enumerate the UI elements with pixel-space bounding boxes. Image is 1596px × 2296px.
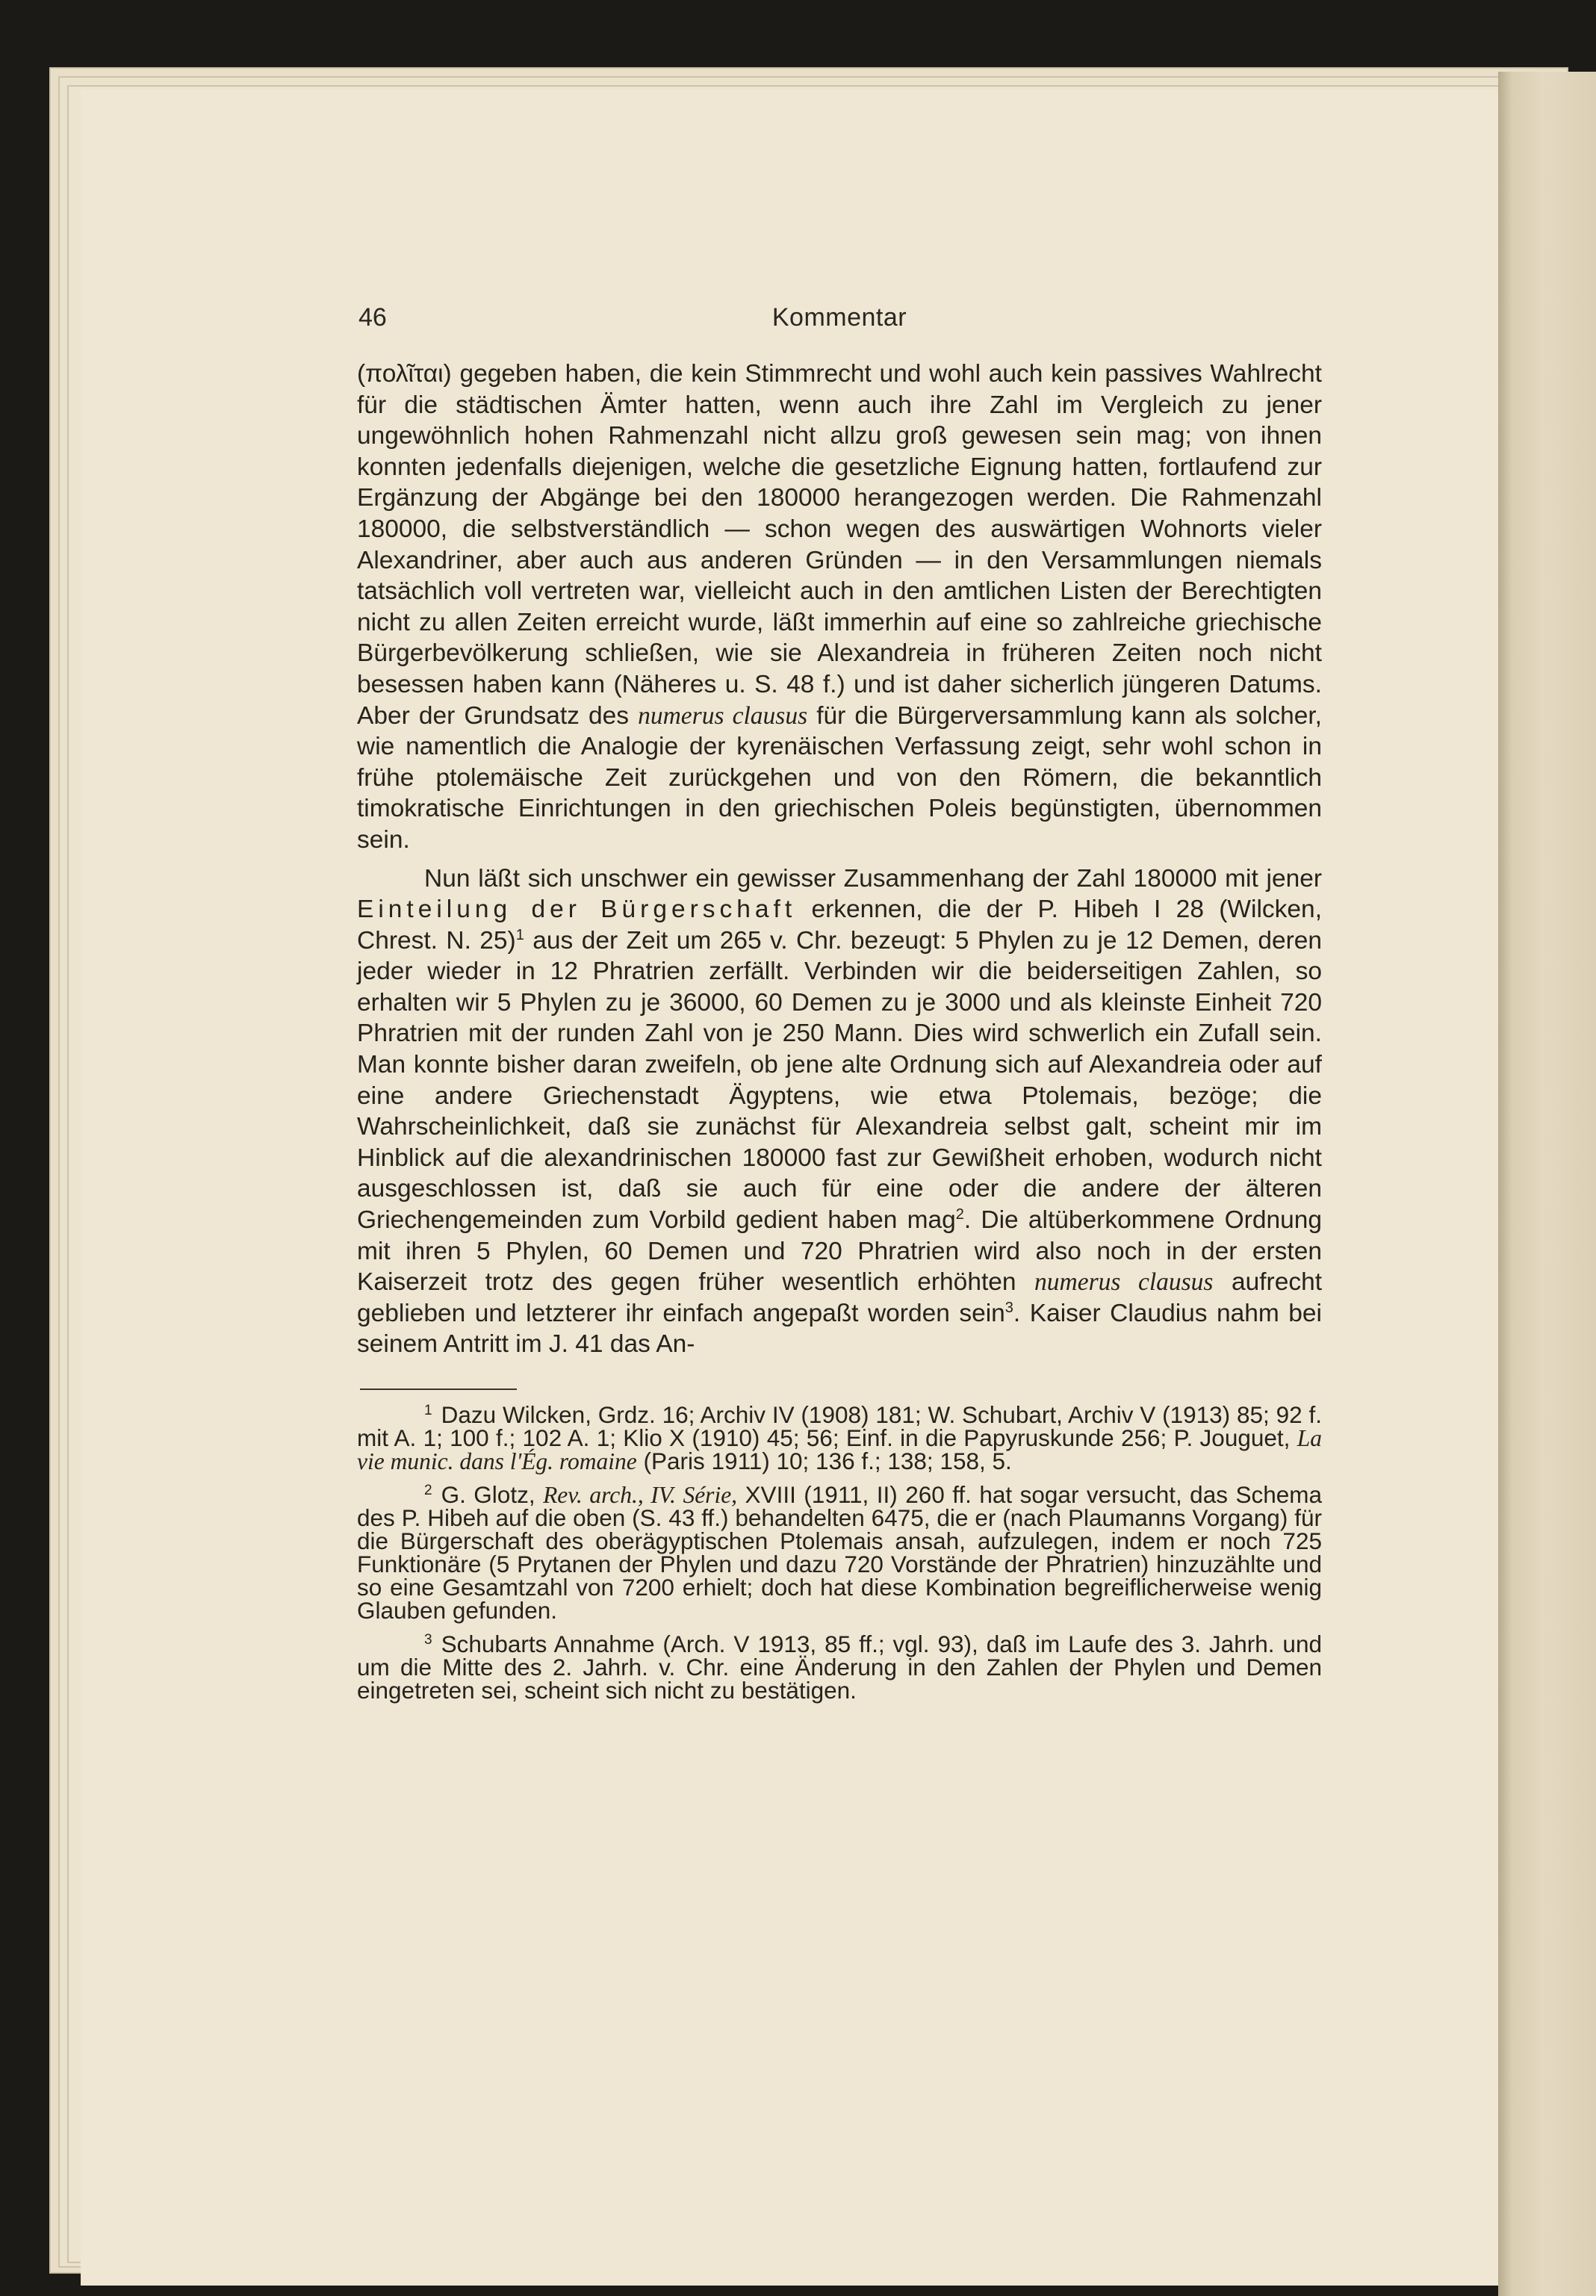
paragraph [357,359,1322,856]
footnote-mark: 2 [424,1482,432,1498]
text-run: (Paris 1911) 10; 136 f.; 138; 158, 5. [643,1448,1012,1474]
footnote-mark: 1 [424,1402,432,1418]
facing-page-edge [1498,72,1596,2296]
paragraph [357,863,1322,1361]
italic-title: Rev. arch., IV. Série, [543,1482,738,1508]
text-run: für die Bürgerversammlung kann als solcher, wie namentlich die Analogie der kyrenäischen Verfassung zeigt, sehr wohl schon in frühe ptolemäische Zeit zurückgehen und von den Römern, die bekanntlich timokratische Einrichtungen in den griechischen Poleis begünstigten, übernommen sein. [357,701,1322,854]
main-text [357,359,1322,1360]
footnote [357,1483,1322,1622]
text-run: XVIII (1911, II) 260 ff. hat sogar versucht, das Schema des P. Hibeh auf die oben (S. 43 ff.) behandelten 6475, die er (nach Plaumanns Vorgang) für die Bürgerschaft des oberägyptischen Ptolemais ansah, aufzulegen, indem er noch 725 Funktionäre (5 Prytanen der Phylen und dazu 720 Vorstände der Phratrien) hinzuzählte und so eine Gesamtzahl von 7200 erhielt; doch hat diese Kombination begreiflicherweise wenig Glauben gefunden. [357,1481,1322,1624]
page-content [357,297,1322,1713]
footnote-ref: 1 [515,926,524,943]
footnote [357,1403,1322,1473]
footnotes [357,1403,1322,1702]
text-run: aufrecht geblieben und letzterer ihr einfach angepaßt worden sein [357,1268,1323,1327]
text-run: . Kaiser Claudius nahm bei seinem Antritt im J. 41 das An- [357,1299,1323,1359]
footnote-divider [360,1389,517,1390]
running-title: Kommentar [771,303,907,332]
text-run: Nun läßt sich unschwer ein gewisser Zusammenhang der Zahl 180000 mit jener [424,864,1322,893]
text-run: . Die altüberkommene Ordnung mit ihren 5 Phylen, 60 Demen und 720 Phratrien wird also noch in der ersten Kaiserzeit trotz des gegen früher wesentlich erhöhten [357,1206,1322,1297]
text-run: (πολῖται) gegeben haben, die kein Stimmrecht und wohl auch kein passives Wahlrecht für die städtischen Ämter hatten, wenn auch ihre Zahl im Vergleich zu jener ungewöhnlich hohen Rahmenzahl nicht allzu groß gewesen sein mag; von ihnen konnten jedenfalls diejenigen, welche die gesetzliche Eignung hatten, fortlaufend zur Ergänzung der Abgänge bei den 180000 herangezogen werden. Die Rahmenzahl 180000, die selbstverständlich — schon wegen des auswärtigen Wohnorts vieler Alexandriner, aber auch aus anderen Gründen — in den Versammlungen niemals tatsächlich voll vertreten war, vielleicht auch in den amtlichen Listen der Berechtigten nicht zu allen Zeiten erreicht wurde, läßt immerhin auf eine so zahlreiche griechische Bürgerbevölkerung schließen, wie sie Alexandreia in früheren Zeiten noch nicht besessen haben kann (Näheres u. S. 48 f.) und ist daher sicherlich jüngeren Datums. Aber der Grundsatz des [357,360,1322,730]
text-run: aus der Zeit um 265 v. Chr. bezeugt: 5 Phylen zu je 12 Demen, deren jeder wieder in 12 Phratrien zerfällt. Verbinden wir die beiderseitigen Zahlen, so erhalten wir 5 Phylen zu je 36000, 60 Demen zu je 3000 und als kleinste Einheit 720 Phratrien mit der runden Zahl von je 250 Mann. Dies wird schwerlich ein Zufall sein. Man konnte bisher daran zweifeln, ob jene alte Ordnung sich auf Alexandreia oder auf eine andere Griechenstadt Ägyptens, wie etwa Ptolemais, bezöge; die Wahrscheinlichkeit, daß sie zunächst für Alexandreia selbst galt, scheint mir im Hinblick auf die alexandrinischen 180000 fast zur Gewißheit erhoben, wodurch nicht ausgeschlossen ist, daß sie auch für eine oder die andere der älteren Griechengemeinden zum Vorbild gedient haben mag [357,926,1323,1235]
footnote [357,1633,1322,1702]
text-run: Schubarts Annahme (Arch. V 1913, 85 ff.; vgl. 93), daß im Laufe des 3. Jahrh. und um die Mitte des 2. Jahrh. v. Chr. eine Änderung in den Zahlen der Phylen und Demen eingetreten sei, scheint sich nicht zu bestätigen. [357,1631,1322,1704]
text-run: erkennen, die der P. Hibeh I 28 (Wilcken, Chrest. N. 25) [357,896,1322,955]
footnote-mark: 3 [424,1631,432,1648]
italic-term: numerus clausus [638,701,808,730]
page-number: 46 [358,303,387,332]
footnote-ref: 3 [1005,1299,1013,1316]
text-run: Dazu Wilcken, Grdz. 16; Archiv IV (1908) 181; W. Schubart, Archiv V (1913) 85; 92 f. mit A. 1; 100 f.; 102 A. 1; Klio X (1910) 45; 56; Einf. in die Papyruskunde 256; P. Jouguet, [357,1401,1322,1451]
footnote-ref: 2 [955,1206,964,1223]
italic-term: numerus clausus [1034,1268,1214,1297]
running-head [357,297,1322,342]
text-run: G. Glotz, [441,1481,535,1508]
spaced-emphasis: Einteilung der Bürgerschaft [357,896,797,924]
italic-title: La vie munic. dans l'Ég. romaine [357,1425,1322,1474]
